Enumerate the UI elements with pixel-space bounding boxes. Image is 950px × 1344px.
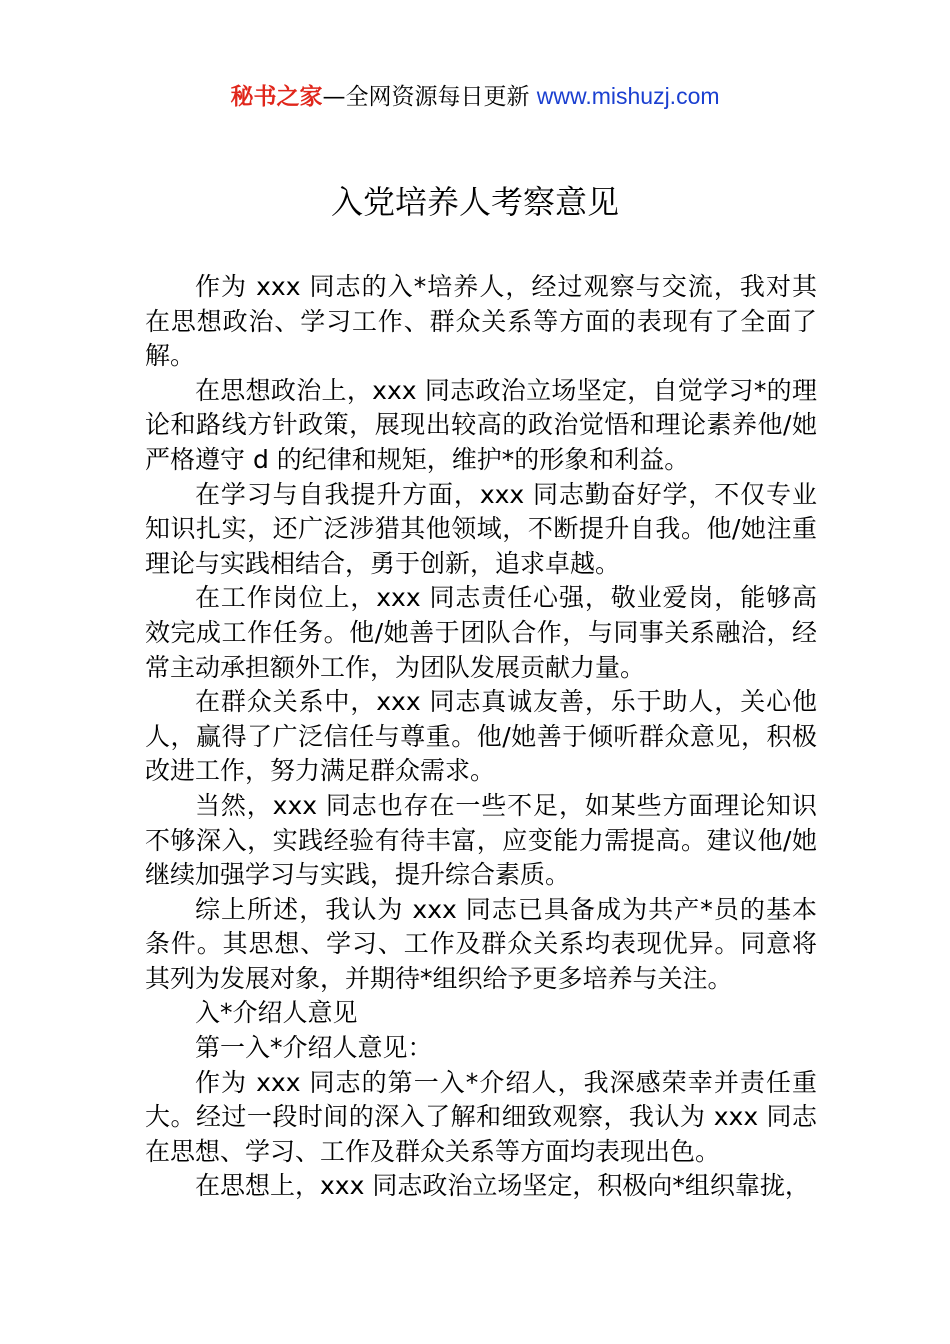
paragraph: 在工作岗位上，xxx 同志责任心强，敬业爱岗，能够高效完成工作任务。他/她善于团队合作，与同事关系融洽，经常主动承担额外工作，为团队发展贡献力量。 [145,583,817,682]
document-title: 入党培养人考察意见 [330,183,619,221]
section-heading: 入*介绍人意见 [195,998,358,1028]
paragraph: 在思想上，xxx 同志政治立场坚定，积极向*组织靠拢， [195,1171,810,1201]
document-body [145,270,817,1204]
site-slogan: —全网资源每日更新 [322,84,537,110]
site-url-link[interactable]: www.mishuzj.com [536,83,720,109]
paragraph: 综上所述，我认为 xxx 同志已具备成为共产*员的基本条件。其思想、学习、工作及群众关系均表现优异。同意将其列为发展对象，并期待*组织给予更多培养与关注。 [145,894,817,993]
brand-name: 秘书之家 [230,84,323,110]
paragraph: 在思想政治上，xxx 同志政治立场坚定，自觉学习*的理论和路线方针政策，展现出较高的政治觉悟和理论素养他/她严格遵守 d 的纪律和规矩，维护*的形象和利益。 [145,375,817,474]
subsection-heading: 第一入*介绍人意见： [195,1033,433,1063]
paragraph: 在群众关系中，xxx 同志真诚友善，乐于助人，关心他人，赢得了广泛信任与尊重。他/她善于倾听群众意见，积极改进工作，努力满足群众需求。 [145,687,817,786]
site-header [0,80,950,113]
paragraph: 作为 xxx 同志的第一入*介绍人，我深感荣幸并责任重大。经过一段时间的深入了解和细致观察，我认为 xxx 同志在思想、学习、工作及群众关系等方面均表现出色。 [145,1067,817,1166]
paragraph: 在学习与自我提升方面，xxx 同志勤奋好学，不仅专业知识扎实，还广泛涉猎其他领域，不断提升自我。他/她注重理论与实践相结合，勇于创新，追求卓越。 [145,479,817,578]
paragraph: 当然，xxx 同志也存在一些不足，如某些方面理论知识不够深入，实践经验有待丰富，应变能力需提高。建议他/她继续加强学习与实践，提升综合素质。 [145,790,817,890]
paragraph: 作为 xxx 同志的入*培养人，经过观察与交流，我对其在思想政治、学习工作、群众关系等方面的表现有了全面了解。 [145,272,817,371]
